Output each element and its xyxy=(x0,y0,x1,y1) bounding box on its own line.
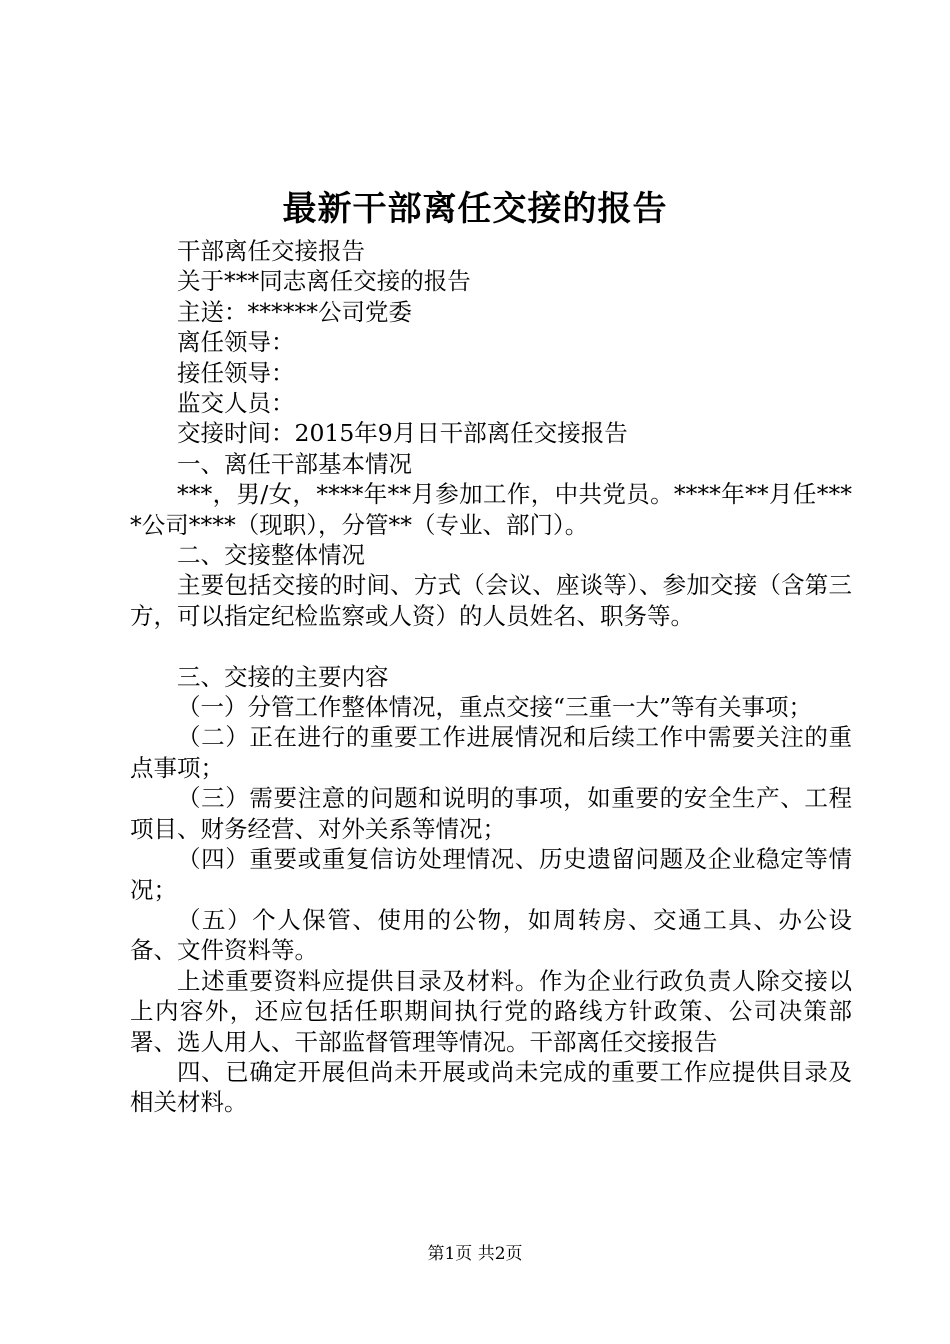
list-item-4: （四）重要或重复信访处理情况、历史遗留问题及企业稳定等情况； xyxy=(130,845,852,904)
paragraph-supervisor: 监交人员： xyxy=(177,389,295,418)
paragraph-handover-time: 交接时间：2015年9月日干部离任交接报告 xyxy=(177,419,628,448)
list-item-1: （一）分管工作整体情况，重点交接“三重一大”等有关事项； xyxy=(177,693,813,722)
paragraph-subtitle: 干部离任交接报告 xyxy=(177,237,365,265)
blank-line xyxy=(130,631,852,661)
page-footer: 第1页 共2页 xyxy=(427,1244,523,1264)
section-heading-4: 四、已确定开展但尚未开展或尚未完成的重要工作应提供目录及相关材料。 xyxy=(130,1057,852,1117)
paragraph-materials: 上述重要资料应提供目录及材料。作为企业行政负责人除交接以上内容外，还应包括任职期间执行党的路线方针政策、公司决策部署、选人用人、干部监督管理等情况。干部离任交接报告 xyxy=(130,966,852,1056)
document-body xyxy=(130,236,852,1118)
list-item-3: （三）需要注意的问题和说明的事项，如重要的安全生产、工程项目、财务经营、对外关系等情况； xyxy=(130,784,852,843)
paragraph-report-heading: 关于***同志离任交接的报告 xyxy=(177,267,471,296)
paragraph-recipient: 主送：******公司党委 xyxy=(177,297,412,326)
paragraph-successor-leader: 接任领导： xyxy=(177,358,295,387)
section-heading-1: 一、离任干部基本情况 xyxy=(177,449,412,478)
section-heading-2: 二、交接整体情况 xyxy=(177,541,365,570)
paragraph-basic-info: ***，男/女，****年**月参加工作，中共党员。****年**月任****公司****（现职），分管**（专业、部门）。 xyxy=(130,480,852,539)
section-heading-3: 三、交接的主要内容 xyxy=(177,662,389,691)
paragraph-departing-leader: 离任领导： xyxy=(177,328,295,357)
list-item-2: （二）正在进行的重要工作进展情况和后续工作中需要关注的重点事项； xyxy=(130,723,852,782)
document-title: 最新干部离任交接的报告 xyxy=(282,189,668,229)
paragraph-overall-handover: 主要包括交接的时间、方式（会议、座谈等）、参加交接（含第三方，可以指定纪检监察或人资）的人员姓名、职务等。 xyxy=(130,571,852,630)
list-item-5: （五）个人保管、使用的公物，如周转房、交通工具、办公设备、文件资料等。 xyxy=(130,905,852,965)
